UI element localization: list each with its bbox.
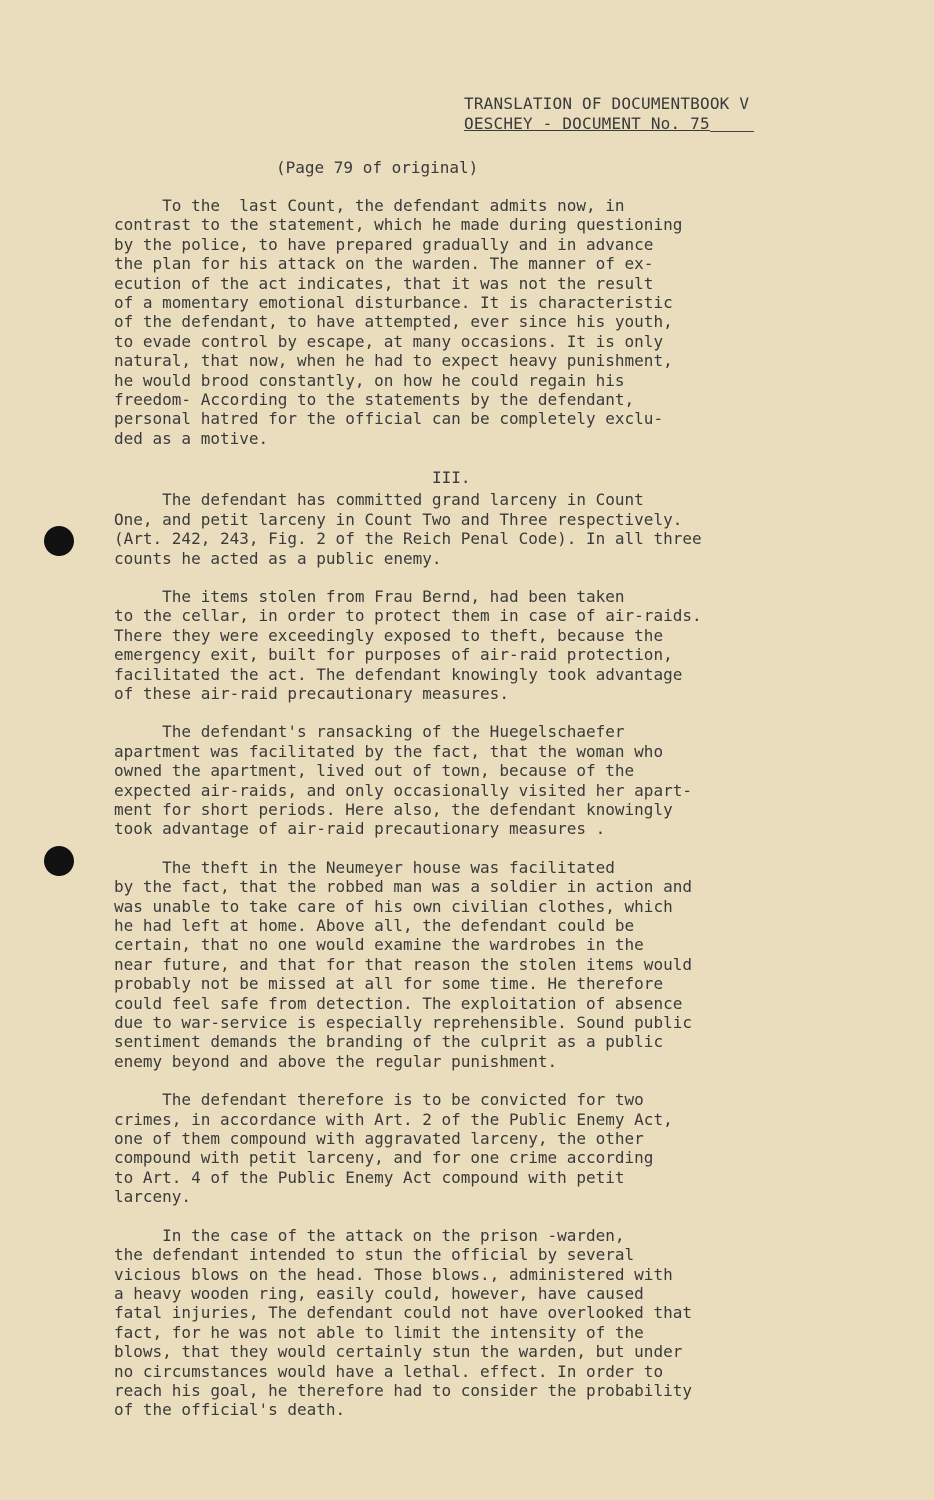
text-line: reach his goal, he therefore had to consider the probability — [114, 1380, 692, 1400]
text-line: fact, for he was not able to limit the intensity of the — [114, 1322, 644, 1342]
paragraph — [114, 722, 844, 838]
text-line: emergency exit, built for purposes of air-raid protection, — [114, 645, 673, 665]
text-line: counts he acted as a public enemy. — [114, 548, 442, 568]
header-underline — [710, 131, 754, 132]
paragraph — [114, 1226, 844, 1420]
document-header — [464, 94, 754, 134]
text-line: expected air-raids, and only occasionally visited her apart- — [114, 780, 692, 800]
text-line: he would brood constantly, on how he could regain his — [114, 370, 625, 390]
text-line: the defendant intended to stun the official by several — [114, 1245, 635, 1265]
text-line: certain, that no one would examine the wardrobes in the — [114, 935, 644, 955]
paragraph — [114, 587, 844, 703]
text-line: personal hatred for the official can be completely exclu- — [114, 409, 664, 429]
text-line: apartment was facilitated by the fact, that the woman who — [114, 741, 664, 761]
header-title: TRANSLATION OF DOCUMENTBOOK V — [464, 94, 750, 113]
text-line: In the case of the attack on the prison -warden, — [114, 1225, 625, 1245]
text-line: The defendant therefore is to be convicted for two — [114, 1090, 644, 1110]
text-line: ded as a motive. — [114, 428, 269, 448]
paragraph — [114, 1090, 844, 1206]
text-line: probably not be missed at all for some time. He therefore — [114, 974, 664, 994]
text-line: to evade control by escape, at many occasions. It is only — [114, 331, 664, 351]
text-line: a heavy wooden ring, easily could, however, have caused — [114, 1283, 644, 1303]
text-line: freedom- According to the statements by the defendant, — [114, 390, 635, 410]
text-line: fatal injuries, The defendant could not have overlooked that — [114, 1303, 692, 1323]
paragraph — [114, 858, 844, 1071]
text-line: (Art. 242, 243, Fig. 2 of the Reich Penal Code). In all three — [114, 529, 702, 549]
text-line: the plan for his attack on the warden. The manner of ex- — [114, 254, 654, 274]
text-line: near future, and that for that reason the stolen items would — [114, 954, 692, 974]
text-line: compound with petit larceny, and for one crime according — [114, 1148, 654, 1168]
text-line: The defendant's ransacking of the Huegelschaefer — [114, 722, 625, 742]
text-line: he had left at home. Above all, the defendant could be — [114, 916, 635, 935]
text-line: owned the apartment, lived out of town, because of the — [114, 761, 635, 781]
text-line: of these air-raid precautionary measures. — [114, 683, 509, 703]
text-line: of the defendant, to have attempted, ever since his youth, — [114, 312, 673, 332]
text-line: One, and petit larceny in Count Two and Three respectively. — [114, 509, 683, 529]
paragraph — [114, 196, 844, 448]
section-numeral: III. — [432, 468, 471, 487]
text-line: took advantage of air-raid precautionary measures . — [114, 819, 606, 839]
text-line: The theft in the Neumeyer house was facilitated — [114, 857, 615, 877]
text-line: of a momentary emotional disturbance. It is characteristic — [114, 293, 673, 313]
text-line: crimes, in accordance with Art. 2 of the Public Enemy Act, — [114, 1109, 673, 1129]
text-line: natural, that now, when he had to expect heavy punishment, — [114, 351, 673, 371]
text-line: to Art. 4 of the Public Enemy Act compound with petit — [114, 1167, 625, 1187]
text-line: facilitated the act. The defendant knowingly took advantage — [114, 664, 683, 684]
punch-hole — [44, 846, 74, 876]
text-line: by the police, to have prepared gradually and in advance — [114, 234, 654, 254]
header-document-number: OESCHEY - DOCUMENT No. 75 — [464, 114, 710, 133]
text-line: of the official's death. — [114, 1400, 346, 1420]
text-line: contrast to the statement, which he made during questioning — [114, 215, 683, 235]
text-line: could feel safe from detection. The exploitation of absence — [114, 993, 683, 1013]
text-line: one of them compound with aggravated larceny, the other — [114, 1129, 644, 1149]
punch-hole — [44, 526, 74, 556]
paragraph — [114, 490, 844, 568]
text-line: larceny. — [114, 1187, 192, 1207]
text-line: vicious blows on the head. Those blows., administered with — [114, 1264, 673, 1284]
text-line: The items stolen from Frau Bernd, had been taken — [114, 586, 625, 606]
text-line: ecution of the act indicates, that it was not the result — [114, 273, 654, 293]
text-line: no circumstances would have a lethal. effect. In order to — [114, 1361, 664, 1381]
text-line: blows, that they would certainly stun the warden, but under — [114, 1342, 683, 1362]
text-line: to the cellar, in order to protect them in case of air-raids. — [114, 606, 702, 626]
text-line: due to war-service is especially reprehensible. Sound public — [114, 1013, 692, 1033]
text-line: ment for short periods. Here also, the defendant knowingly — [114, 799, 673, 819]
text-line: enemy beyond and above the regular punishment. — [114, 1051, 558, 1071]
text-line: To the last Count, the defendant admits now, in — [114, 196, 625, 215]
text-line: was unable to take care of his own civilian clothes, which — [114, 896, 673, 916]
text-line: by the fact, that the robbed man was a soldier in action and — [114, 877, 692, 897]
text-line: The defendant has committed grand larceny in Count — [114, 490, 644, 510]
text-line: There they were exceedingly exposed to theft, because the — [114, 625, 664, 645]
document-body — [114, 196, 844, 1439]
page-reference: (Page 79 of original) — [276, 158, 479, 177]
text-line: sentiment demands the branding of the culprit as a public — [114, 1032, 664, 1052]
